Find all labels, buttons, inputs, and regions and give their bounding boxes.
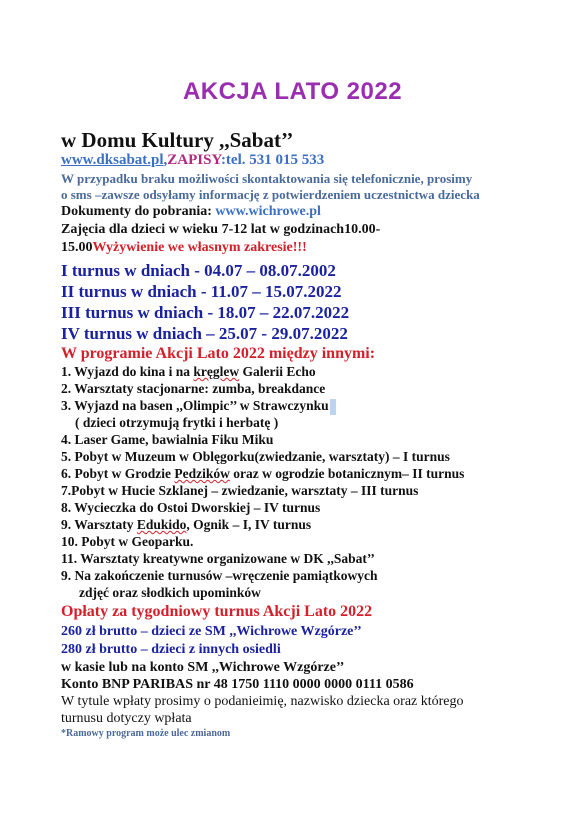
program-item-2: 2. Warsztaty stacjonarne: zumba, breakdance: [61, 381, 326, 396]
footnote: *Ramowy program może ulec zmianom: [61, 728, 231, 739]
payment-line: w kasie lub na konto SM ,,Wichrowe Wzgórze’’: [61, 660, 345, 675]
hours-line-1: Zajęcia dla dzieci w wieku 7-12 lat w godzinach10.00-: [61, 222, 381, 237]
text-cursor: [330, 399, 336, 415]
program-item-1-word: kręglew: [193, 364, 240, 379]
info-line-1: W przypadku braku możliwości skontaktowania się telefonicznie, prosimy: [61, 171, 473, 186]
program-item-3-text: 3. Wyjazd na basen ,,Olimpic’’ w Strawczynku: [61, 398, 329, 413]
info-line-2: o sms –zawsze odsyłamy informację z potwierdzeniem uczestnictwa dziecka: [61, 187, 480, 202]
program-item-8: 8. Wycieczka do Ostoi Dworskiej – IV turnus: [61, 500, 321, 515]
program-item-6-rest: oraz w ogrodzie botanicznym– II turnus: [229, 466, 465, 481]
program-item-9-rest: , Ognik – I, IV turnus: [186, 517, 312, 532]
documents-link[interactable]: www.wichrowe.pl: [215, 204, 321, 219]
fee-line-2: 280 zł brutto – dzieci z innych osiedli: [61, 642, 281, 657]
contact-separator: ,: [163, 152, 168, 168]
account-line: Konto BNP PARIBAS nr 48 1750 1110 0000 0000 0111 0586: [61, 677, 414, 692]
website-link[interactable]: www.dksabat.pl: [61, 152, 164, 168]
turn-1: I turnus w dniach - 04.07 – 08.07.2002: [61, 261, 336, 280]
program-item-12-sub: zdjęć oraz słodkich upominków: [79, 585, 261, 600]
documents-line: [61, 204, 321, 220]
turn-2: II turnus w dniach - 11.07 – 15.07.2022: [61, 282, 342, 301]
program-item-4: 4. Laser Game, bawialnia Fiku Miku: [61, 432, 274, 447]
program-heading: W programie Akcji Lato 2022 między innymi:: [61, 345, 376, 362]
phone-number: :tel. 531 015 533: [220, 152, 325, 168]
turn-4: IV turnus w dniach – 25.07 - 29.07.2022: [61, 324, 348, 343]
transfer-text-2: turnusu dotyczy wpłata: [61, 711, 192, 726]
program-item-1-text: 1. Wyjazd do kina i na: [61, 364, 194, 379]
contact-line: [61, 152, 324, 169]
program-item-10: 10. Pobyt w Geoparku.: [61, 534, 194, 549]
page-title: AKCJA LATO 2022: [182, 78, 403, 105]
zapisy-label: ZAPISY: [167, 152, 221, 168]
program-item-9: [61, 517, 311, 533]
program-item-6: [61, 466, 464, 482]
program-item-5: 5. Pobyt w Muzeum w Oblęgorku(zwiedzanie, warsztaty) – I turnus: [61, 449, 450, 464]
program-item-9-word: Edukido: [136, 517, 187, 532]
program-item-9-text: 9. Warsztaty: [61, 517, 137, 532]
program-item-3-sub: ( dzieci otrzymują frytki i herbatę ): [75, 415, 279, 430]
program-item-12: 9. Na zakończenie turnusów –wręczenie pamiątkowych: [61, 568, 378, 583]
program-item-11: 11. Warsztaty kreatywne organizowane w DK ,,Sabat’’: [61, 551, 375, 566]
fee-line-1: 260 zł brutto – dzieci ze SM ,,Wichrowe Wzgórze’’: [61, 624, 362, 639]
fees-heading: Opłaty za tygodniowy turnus Akcji Lato 2022: [61, 603, 373, 620]
program-item-6-word: Pedzików: [174, 466, 230, 481]
hours-line-2: [61, 240, 307, 256]
meal-note: Wyżywienie we własnym zakresie!!!: [92, 240, 307, 255]
program-item-6-text: 6. Pobyt w Grodzie: [61, 466, 175, 481]
program-item-1-rest: Galerii Echo: [239, 364, 316, 379]
program-item-1: [61, 364, 316, 380]
subtitle: w Domu Kultury ,,Sabat’’: [61, 128, 294, 152]
program-item-7: 7.Pobyt w Hucie Szklanej – zwiedzanie, warsztaty – III turnus: [61, 483, 419, 498]
documents-label: Dokumenty do pobrania:: [61, 204, 216, 219]
program-item-3: [61, 398, 336, 415]
hours-end: 15.00: [61, 240, 93, 255]
transfer-text-1: W tytule wpłaty prosimy o podanieimię, nazwisko dziecka oraz którego: [61, 694, 464, 709]
turn-3: III turnus w dniach - 18.07 – 22.07.2022: [61, 303, 350, 322]
